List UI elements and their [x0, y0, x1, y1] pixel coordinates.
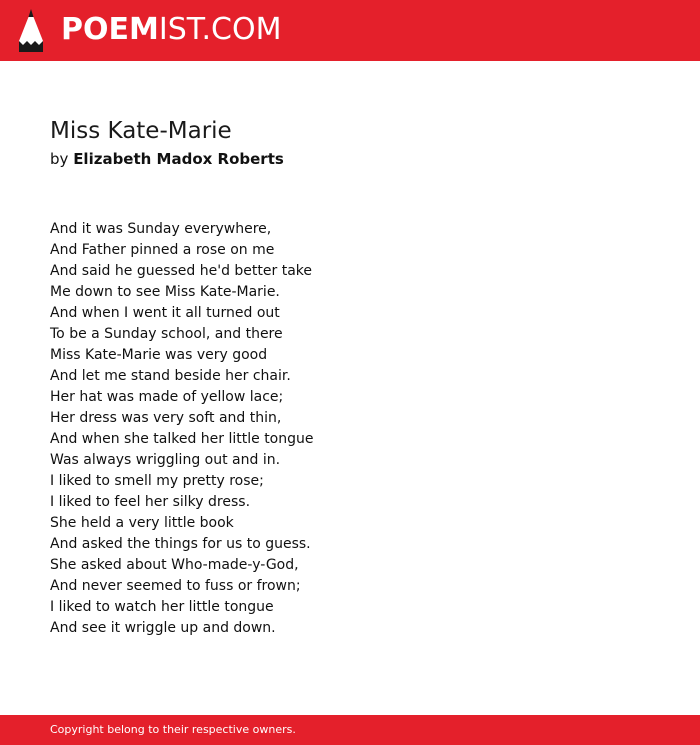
poem-line: And Father pinned a rose on me — [50, 242, 275, 258]
poem-line: I liked to watch her little tongue — [50, 599, 274, 615]
poem-line: And when I went it all turned out — [50, 305, 280, 321]
by-label: by — [50, 150, 69, 168]
poem-line: And it was Sunday everywhere, — [50, 221, 272, 237]
poem-title: Miss Kate-Marie — [50, 118, 232, 144]
poem-line: I liked to feel her silky dress. — [50, 494, 251, 510]
poem-line: And asked the things for us to guess. — [50, 536, 311, 552]
brand-name-light: IST.COM — [158, 12, 282, 47]
brand-name-bold: POEM — [61, 12, 159, 47]
poem-line: Me down to see Miss Kate-Marie. — [50, 284, 280, 300]
poem-line: And never seemed to fuss or frown; — [50, 578, 301, 594]
top-bar — [0, 0, 700, 61]
footer-bar — [0, 715, 700, 745]
poem-line: Her hat was made of yellow lace; — [50, 389, 284, 405]
byline — [50, 148, 284, 170]
poem-line: Was always wriggling out and in. — [50, 452, 281, 468]
poem-line: And see it wriggle up and down. — [50, 620, 276, 636]
poem-line: To be a Sunday school, and there — [50, 326, 283, 342]
poem-line: She held a very little book — [50, 515, 234, 531]
poem-line: She asked about Who-made-y-God, — [50, 557, 299, 573]
poem-line: And let me stand beside her chair. — [50, 368, 291, 384]
poem-line: Miss Kate-Marie was very good — [50, 347, 268, 363]
copyright-notice: Copyright belong to their respective owners. — [50, 723, 296, 736]
site-logo-link[interactable] — [61, 12, 281, 48]
poem-body — [50, 219, 314, 639]
poem-line: I liked to smell my pretty rose; — [50, 473, 264, 489]
poem-line: And said he guessed he'd better take — [50, 263, 312, 279]
poem-line: Her dress was very soft and thin, — [50, 410, 282, 426]
pencil-icon[interactable] — [19, 9, 43, 52]
author-name: Elizabeth Madox Roberts — [73, 150, 284, 168]
poem-line: And when she talked her little tongue — [50, 431, 314, 447]
